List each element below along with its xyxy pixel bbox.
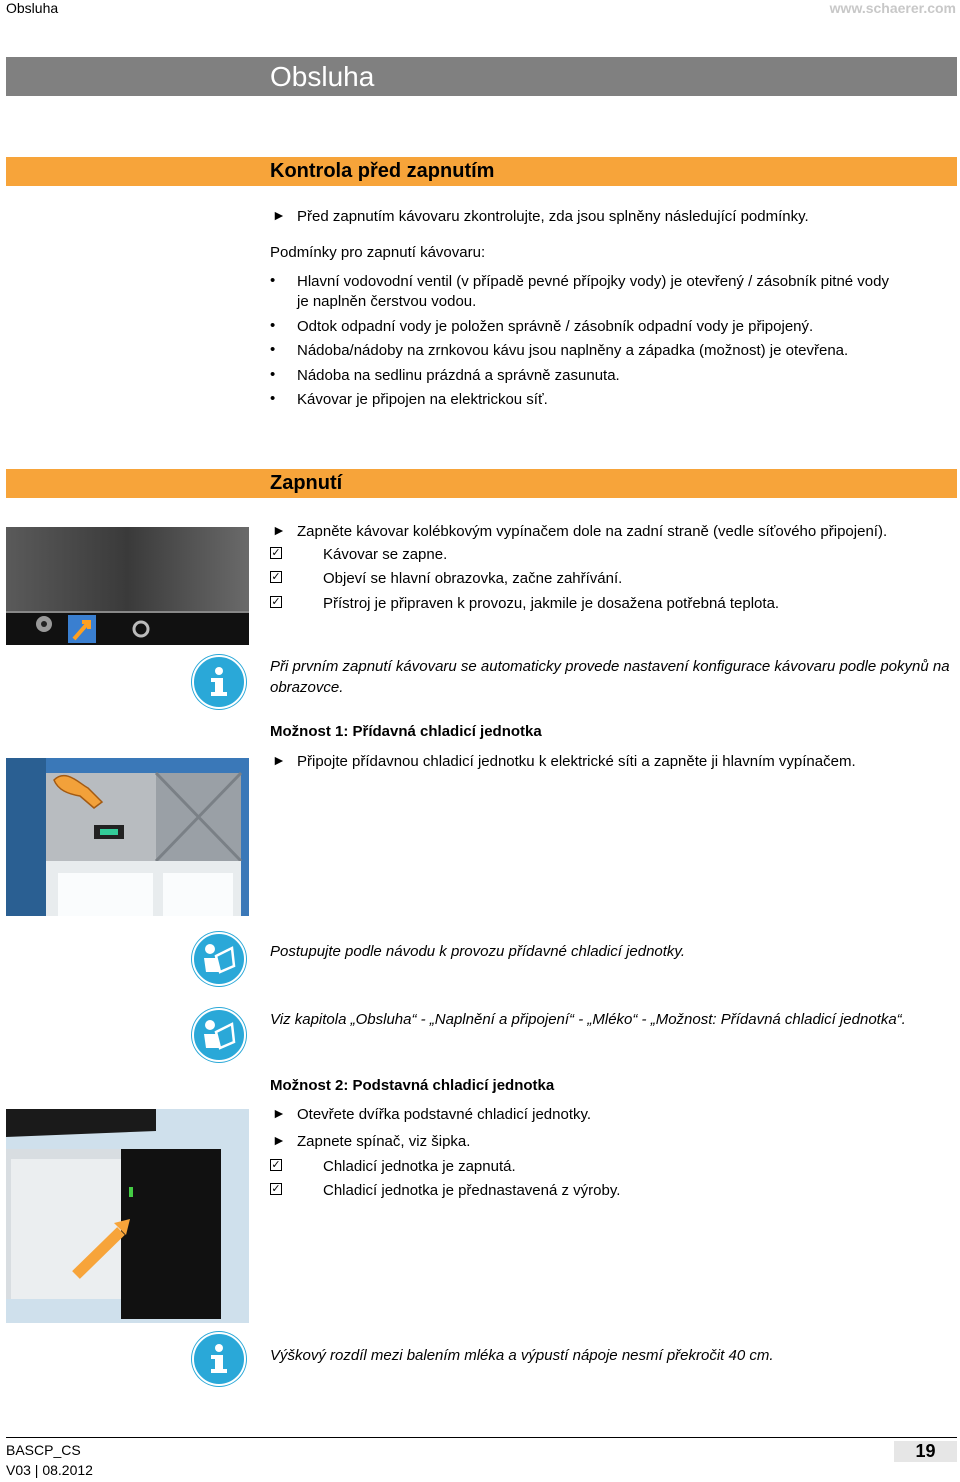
info-icon [192,655,246,709]
conditions-label: Podmínky pro zapnutí kávovaru: [270,244,486,261]
footer-version: V03 | 08.2012 [6,1462,93,1478]
instruction-text: Připojte přídavnou chladicí jednotku k elektrické síti a zapněte ji hlavním vypínačem. [297,753,856,770]
arrow-icon: ► [272,1132,286,1148]
check-icon: ✓ [271,1183,281,1195]
arrow-icon: ► [272,752,286,768]
page-title-bar [6,57,957,96]
arrow-icon: ► [272,207,286,223]
condition-item: Odtok odpadní vody je položen správně / zásobník odpadní vody je připojený. [297,318,814,335]
bullet-icon: • [270,366,276,383]
condition-item: Nádoba/nádoby na zrnkovou kávu jsou naplněny a západka (možnost) je otevřena. [297,342,849,359]
check-icon: ✓ [271,596,281,608]
condition-item: Kávovar je připojen na elektrickou síť. [297,391,548,408]
page-title: Obsluha [270,61,375,92]
instruction-text: Zapněte kávovar kolébkovým vypínačem dole na zadní straně (vedle síťového připojení). [297,523,888,540]
arrow-icon: ► [272,522,286,538]
check-icon: ✓ [271,547,281,559]
bullet-icon: • [270,272,276,289]
result-text: Chladicí jednotka je přednastavená z výroby. [323,1182,621,1199]
condition-item: Hlavní vodovodní ventil (v případě pevné přípojky vody) je otevřený / zásobník pitné vody [297,273,889,290]
manual-note: Postupujte podle návodu k provozu přídavné chladicí jednotky. [270,943,685,960]
header-website-link[interactable]: www.schaerer.com [829,0,956,16]
result-text: Objeví se hlavní obrazovka, začne zahřívání. [323,570,623,587]
arrow-icon: ► [272,1105,286,1121]
option2-heading: Možnost 2: Podstavná chladicí jednotka [270,1077,555,1094]
result-text: Přístroj je připraven k provozu, jakmile je dosažena potřebná teplota. [323,595,780,612]
check-icon: ✓ [271,571,281,583]
check-icon: ✓ [271,1159,281,1171]
info-icon [192,1332,246,1386]
info-note: Výškový rozdíl mezi balením mléka a výpustí nápoje nesmí překročit 40 cm. [270,1347,774,1364]
footer-divider [6,1437,957,1438]
instruction-text: Zapnete spínač, viz šipka. [297,1133,471,1150]
section-bar-zapnuti [6,469,957,498]
bullet-icon: • [270,317,276,334]
condition-item-cont: je naplněn čerstvou vodou. [297,293,477,310]
instruction-text: Otevřete dvířka podstavné chladicí jednotky. [297,1106,592,1123]
reference-note: Viz kapitola „Obsluha“ - „Naplnění a připojení“ - „Mléko“ - „Možnost: Přídavná chladicí jednotka“. [270,1011,906,1028]
section-heading-zapnuti: Zapnutí [270,472,343,494]
condition-item: Nádoba na sedlinu prázdná a správně zasunuta. [297,367,620,384]
section-heading-kontrola: Kontrola před zapnutím [270,160,495,182]
option1-heading: Možnost 1: Přídavná chladicí jednotka [270,723,542,740]
info-note: Při prvním zapnutí kávovaru se automaticky provede nastavení konfigurace kávovaru podle pokynů na obrazovce. [270,658,950,696]
machine-back-image [6,527,249,645]
manual-icon [192,1008,246,1062]
undercounter-unit-image [6,1109,249,1323]
page-number: 19 [894,1441,957,1462]
result-text: Chladicí jednotka je zapnutá. [323,1158,516,1175]
footer-doc-id: BASCP_CS [6,1442,81,1458]
bullet-icon: • [270,390,276,407]
manual-icon [192,932,246,986]
header-section-name: Obsluha [6,0,59,16]
bullet-icon: • [270,341,276,358]
instruction-text: Před zapnutím kávovaru zkontrolujte, zda jsou splněny následující podmínky. [297,208,809,225]
result-text: Kávovar se zapne. [323,546,448,563]
cooling-unit-image [6,758,249,916]
